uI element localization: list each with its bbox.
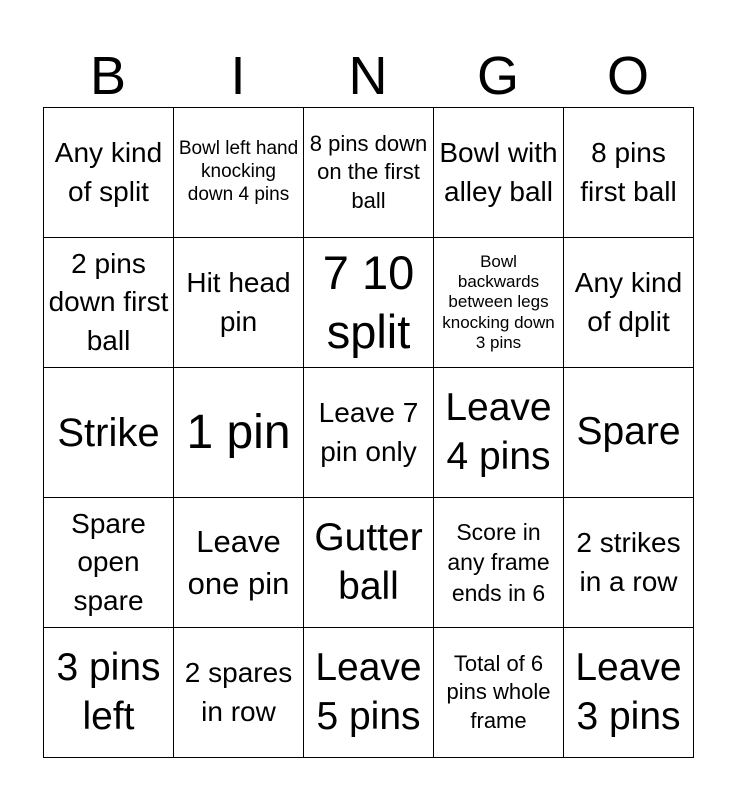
bingo-cell-r2-c1[interactable]: 2 pins down first ball: [44, 238, 174, 368]
bingo-board: [43, 107, 694, 758]
bingo-cell-r5-c3[interactable]: Leave 5 pins: [304, 628, 434, 758]
header-letter-n: N: [348, 46, 388, 106]
bingo-cell-r1-c1[interactable]: Any kind of split: [44, 108, 174, 238]
bingo-cell-r3-c3[interactable]: Leave 7 pin only: [304, 368, 434, 498]
bingo-header: [43, 44, 693, 108]
bingo-cell-r2-c4[interactable]: Bowl backwards between legs knocking down 3 pins: [434, 238, 564, 368]
bingo-cell-r3-c5[interactable]: Spare: [564, 368, 694, 498]
bingo-cell-r4-c3[interactable]: Gutter ball: [304, 498, 434, 628]
bingo-cell-r4-c1[interactable]: Spare open spare: [44, 498, 174, 628]
bingo-cell-r5-c5[interactable]: Leave 3 pins: [564, 628, 694, 758]
bingo-cell-r1-c5[interactable]: 8 pins first ball: [564, 108, 694, 238]
bingo-cell-r5-c4[interactable]: Total of 6 pins whole frame: [434, 628, 564, 758]
bingo-cell-r4-c4[interactable]: Score in any frame ends in 6: [434, 498, 564, 628]
header-letter-b: B: [89, 46, 127, 106]
header-letter-o: O: [606, 46, 649, 106]
bingo-cell-r4-c2[interactable]: Leave one pin: [174, 498, 304, 628]
bingo-cell-r2-c3[interactable]: 7 10 split: [304, 238, 434, 368]
header-letter-i: I: [230, 46, 246, 106]
bingo-cell-r3-c4[interactable]: Leave 4 pins: [434, 368, 564, 498]
bingo-cell-r1-c4[interactable]: Bowl with alley ball: [434, 108, 564, 238]
bingo-cell-r1-c3[interactable]: 8 pins down on the first ball: [304, 108, 434, 238]
bingo-cell-r4-c5[interactable]: 2 strikes in a row: [564, 498, 694, 628]
bingo-cell-r1-c2[interactable]: Bowl left hand knocking down 4 pins: [174, 108, 304, 238]
bingo-cell-r5-c1[interactable]: 3 pins left: [44, 628, 174, 758]
bingo-cell-r5-c2[interactable]: 2 spares in row: [174, 628, 304, 758]
header-letter-g: G: [476, 46, 519, 106]
bingo-cell-r2-c5[interactable]: Any kind of dplit: [564, 238, 694, 368]
bingo-cell-r3-c1[interactable]: Strike: [44, 368, 174, 498]
bingo-cell-r2-c2[interactable]: Hit head pin: [174, 238, 304, 368]
bingo-cell-r3-c2[interactable]: 1 pin: [174, 368, 304, 498]
